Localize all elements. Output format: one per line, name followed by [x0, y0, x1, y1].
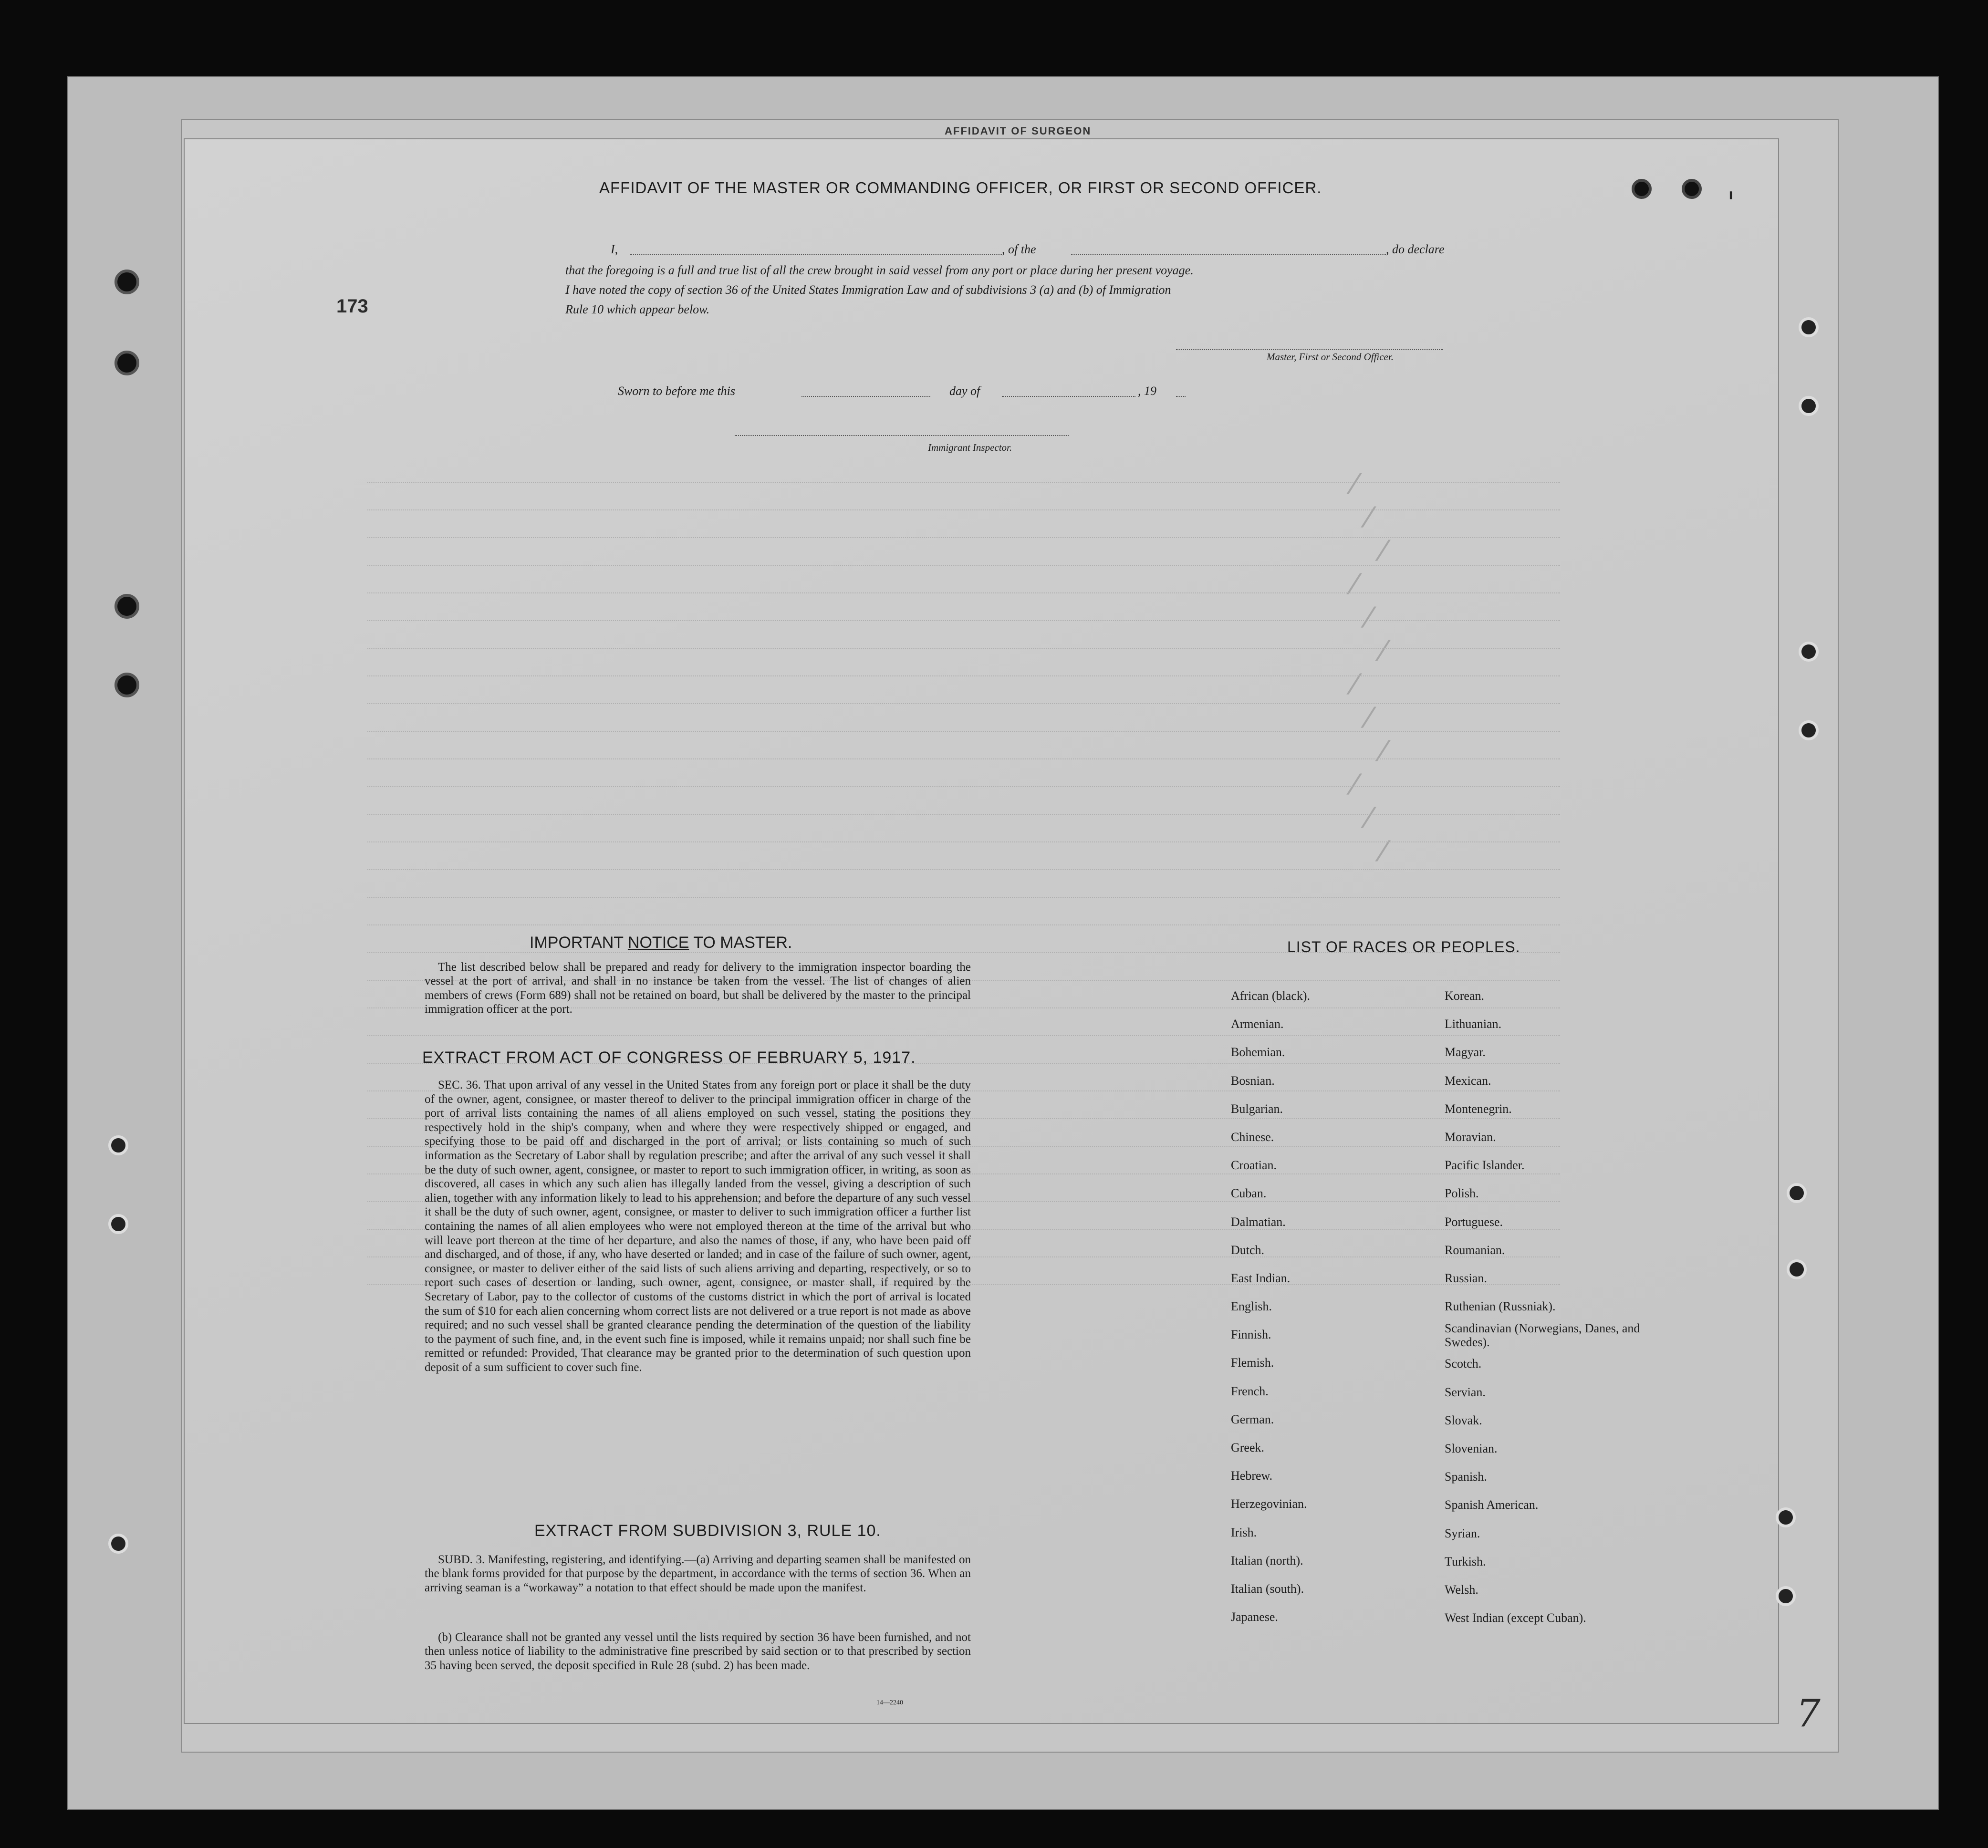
master-label: Master, First or Second Officer. [1267, 351, 1394, 363]
race-item: Syrian. [1445, 1526, 1480, 1540]
affidavit-i: I, [611, 242, 618, 256]
race-item: African (black). [1231, 989, 1311, 1003]
race-item: Dutch. [1231, 1243, 1265, 1257]
form-number: 14—2240 [876, 1699, 903, 1706]
race-item: Irish. [1231, 1525, 1257, 1539]
inspector-signature-blank [735, 434, 1069, 436]
act-extract-title: EXTRACT FROM ACT OF CONGRESS OF FEBRUARY 5, 1917. [422, 1049, 916, 1067]
year-label: , 19 [1138, 384, 1156, 398]
ghost-check-mark: / [1373, 535, 1393, 567]
race-item: Japanese. [1231, 1610, 1278, 1624]
race-item: Spanish. [1445, 1470, 1487, 1484]
punch-hole [1799, 720, 1819, 740]
affidavit-line-4: Rule 10 which appear below. [565, 302, 710, 316]
race-item: Turkish. [1445, 1554, 1486, 1568]
punch-hole [1787, 1183, 1807, 1203]
punch-hole [1799, 396, 1819, 416]
ghost-check-mark: / [1358, 702, 1378, 734]
ghost-row [367, 592, 1560, 594]
ghost-check-mark: / [1358, 602, 1378, 633]
race-item: English. [1231, 1299, 1272, 1314]
inspector-label: Immigrant Inspector. [928, 442, 1012, 453]
race-item: East Indian. [1231, 1271, 1291, 1285]
race-item: Bosnian. [1231, 1073, 1275, 1088]
punch-hole [114, 594, 139, 619]
ghost-check-mark: / [1373, 635, 1393, 667]
ghost-check-mark: / [1373, 735, 1393, 767]
race-item: Portuguese. [1445, 1215, 1503, 1229]
back-sheet-title: AFFIDAVIT OF SURGEON [945, 125, 1092, 137]
race-item: Polish. [1445, 1186, 1479, 1201]
race-item: Bohemian. [1231, 1045, 1285, 1059]
punch-hole [1799, 317, 1819, 337]
ghost-row [367, 565, 1560, 567]
punch-hole [108, 1214, 128, 1234]
ghost-check-mark: / [1344, 468, 1364, 500]
race-item: Pacific Islander. [1445, 1158, 1525, 1173]
race-item: Herzegovinian. [1231, 1497, 1307, 1511]
punch-hole [1682, 179, 1702, 199]
punch-hole [1787, 1259, 1807, 1279]
ghost-row [367, 869, 1560, 871]
notice-body: The list described below shall be prepared and ready for delivery to the immigration inspector boarding the vessel at the port of arrival, and shall in no instance be taken from the vessel. The list of changes of alien members of crews (Form 689) shall not be retained on board, but shall be delivered by the master to the principal immigration officer at the port. [425, 961, 971, 1016]
ghost-row [367, 482, 1560, 484]
name-blank [630, 253, 1002, 255]
rule-extract-body-a: SUBD. 3. Manifesting, registering, and identifying.—(a) Arriving and departing seamen shall be manifested on the blank forms provided for that purpose by the department, in accordance with the terms of section 36. When an arriving seaman is a “workaway” a notation to that effect should be made upon the manifest. [425, 1553, 971, 1594]
ghost-row [367, 620, 1560, 622]
race-item: Montenegrin. [1445, 1101, 1512, 1116]
race-item: West Indian (except Cuban). [1445, 1611, 1586, 1625]
ghost-row [367, 786, 1560, 788]
affidavit-title: AFFIDAVIT OF THE MASTER OR COMMANDING OFFICER, OR FIRST OR SECOND OFFICER. [599, 179, 1322, 197]
ghost-check-mark: / [1344, 768, 1364, 800]
race-item: Chinese. [1231, 1130, 1274, 1144]
punch-hole [114, 673, 139, 697]
races-left-column [1231, 982, 1310, 1631]
races-title: LIST OF RACES OR PEOPLES. [1287, 938, 1520, 955]
race-item: Dalmatian. [1231, 1215, 1286, 1229]
punch-hole [1776, 1507, 1796, 1527]
sworn-label: Sworn to before me this [618, 384, 736, 398]
race-item: Welsh. [1445, 1582, 1478, 1597]
vessel-blank [1071, 253, 1386, 255]
rule-extract-body-b: (b) Clearance shall not be granted any vessel until the lists required by section 36 have been furnished, and not then unless notice of liability to the administrative fine prescribed by said section or to that prescribed by section 35 having been served, the deposit specified in Rule 28 (subd. 2) has been made. [425, 1631, 971, 1672]
punch-hole [1799, 642, 1819, 662]
race-item: Hebrew. [1231, 1469, 1273, 1483]
notice-title: IMPORTANT NOTICE TO MASTER. [530, 934, 792, 952]
affidavit-declare: , do declare [1386, 242, 1445, 256]
race-item: Scandinavian (Norwegians, Danes, and Swedes). [1445, 1321, 1640, 1350]
ghost-row [367, 1035, 1560, 1037]
race-item: Finnish. [1231, 1328, 1271, 1342]
ghost-row [367, 897, 1560, 899]
affidavit-line-2: that the foregoing is a full and true list of all the crew brought in said vessel from any port or place during her present voyage. [565, 263, 1194, 277]
ghost-check-mark: / [1344, 568, 1364, 600]
race-item: Croatian. [1231, 1158, 1277, 1173]
race-item: Korean. [1445, 989, 1485, 1003]
race-item: Italian (south). [1231, 1581, 1304, 1596]
corner-tick-mark: ' [1727, 186, 1735, 219]
ghost-check-mark: / [1344, 668, 1364, 700]
race-item: Ruthenian (Russniak). [1445, 1299, 1556, 1314]
race-item: Bulgarian. [1231, 1101, 1283, 1116]
race-item: German. [1231, 1412, 1274, 1426]
ghost-row [367, 509, 1560, 511]
punch-hole [108, 1534, 128, 1554]
rule-extract-title: EXTRACT FROM SUBDIVISION 3, RULE 10. [534, 1522, 881, 1540]
race-item: Magyar. [1445, 1045, 1486, 1059]
race-item: Slovak. [1445, 1413, 1482, 1427]
affidavit-of-the: , of the [1002, 242, 1036, 256]
affidavit-line-3: I have noted the copy of section 36 of the United States Immigration Law and of subdivisions 3 (a) and (b) of Immigration [565, 283, 1171, 297]
ghost-row [367, 731, 1560, 733]
ghost-row [367, 924, 1560, 926]
ghost-check-mark: / [1373, 835, 1393, 867]
race-item: Roumanian. [1445, 1243, 1505, 1257]
race-item: Slovenian. [1445, 1442, 1498, 1455]
race-item: Scotch. [1445, 1357, 1482, 1371]
race-item: Flemish. [1231, 1356, 1274, 1370]
race-item: Italian (north). [1231, 1553, 1303, 1568]
ghost-check-mark: / [1358, 501, 1378, 533]
ghost-row [367, 841, 1560, 843]
ghost-row [367, 537, 1560, 539]
race-item: Lithuanian. [1445, 1017, 1502, 1031]
races-right-column [1445, 982, 1650, 1632]
day-of-label: day of [949, 384, 980, 398]
race-item: Armenian. [1231, 1017, 1284, 1031]
stamped-number: 173 [336, 296, 368, 317]
punch-hole [114, 270, 139, 294]
ghost-row [367, 703, 1560, 705]
punch-hole [114, 351, 139, 375]
punch-hole [1632, 179, 1652, 199]
sworn-day-blank [801, 395, 930, 397]
race-item: Moravian. [1445, 1130, 1496, 1144]
race-item: Russian. [1445, 1271, 1487, 1285]
punch-hole [108, 1135, 128, 1155]
race-item: Greek. [1231, 1441, 1265, 1454]
master-signature-blank [1176, 348, 1443, 350]
handwritten-corner-mark: 7 [1796, 1691, 1821, 1735]
race-item: French. [1231, 1384, 1269, 1398]
ghost-row [367, 675, 1560, 677]
race-item: Servian. [1445, 1385, 1486, 1399]
ghost-check-mark: / [1358, 802, 1378, 834]
punch-hole [1776, 1586, 1796, 1606]
year-blank [1176, 395, 1186, 397]
ghost-row [367, 648, 1560, 650]
race-item: Spanish American. [1445, 1498, 1539, 1512]
act-extract-body: SEC. 36. That upon arrival of any vessel in the United States from any foreign port or place it shall be the duty of the owner, agent, consignee, or master thereof to deliver to the principal immigration officer in charge of the port of arrival lists containing the names of all aliens employed on such vessel, stating the positions they respectively hold in the ship's company, when and where they were respectively shipped or engaged, and specifying those to be paid off and discharged in the port of arrival; or lists containing so much of such information as the Secretary of Labor shall by regulation prescribe; and after the arrival of any such vessel it shall be the duty of such owner, agent, consignee, or master to report to such immigration officer, in writing, as soon as discovered, all cases in which any such alien has illegally landed from the vessel, giving a description of such alien, together with any information likely to lead to his apprehension; and before the departure of any such vessel it shall be the duty of such owner, agent, consignee, or master to deliver to such immigration officer a further list containing the names of all alien employees who were not employed thereon at the time of the arrival but who will leave port thereon at the time of her departure, and also the names of those, if any, who have been paid off and discharged, and of those, if any, who have deserted or landed; and in case of the failure of such owner, agent, consignee, or master to deliver either of the said lists of such aliens arriving and departing, respectively, or so to report such cases of desertion or landing, such owner, agent, consignee, or master shall, if required by the Secretary of Labor, pay to the collector of customs of the customs district in which the port of arrival is located the sum of $10 for each alien concerning whom correct lists are not delivered or a true report is not made as above required; and no such vessel shall be granted clearance pending the determination of the question of the liability to the payment of such fine, and, in the event such fine is imposed, while it remains unpaid; nor shall such fine be remitted or refunded: Provided, That clearance may be granted prior to the determination of such question upon deposit of a sum sufficient to cover such fine. [425, 1079, 971, 1374]
race-item: Mexican. [1445, 1073, 1491, 1088]
month-blank [1002, 395, 1135, 397]
ghost-row [367, 814, 1560, 816]
race-item: Cuban. [1231, 1186, 1267, 1201]
ghost-row [367, 758, 1560, 760]
